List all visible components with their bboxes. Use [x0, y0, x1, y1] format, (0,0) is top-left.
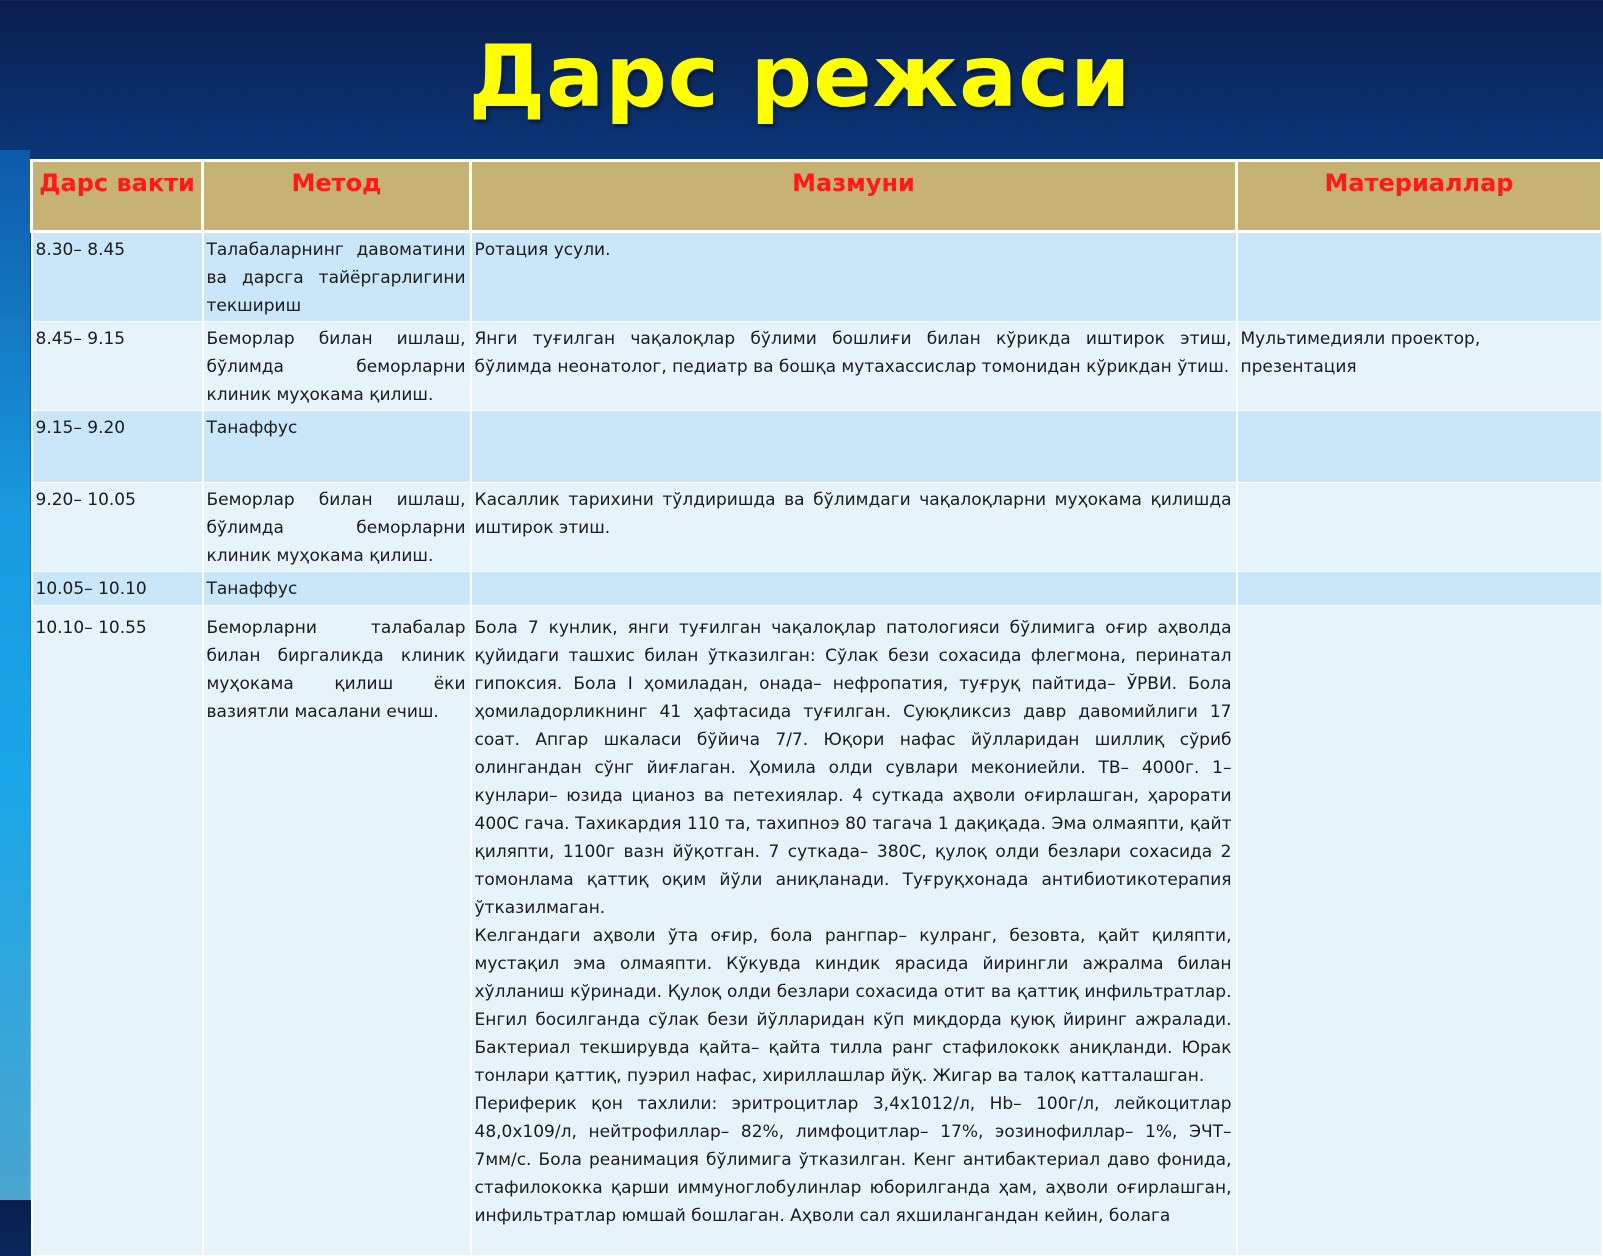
cell-content: Касаллик тарихини тўлдиришда ва бўлимдаги чақалоқларни муҳокама қилишда иштирок этиш. — [471, 483, 1237, 572]
cell-content — [471, 606, 1237, 1256]
cell-method: Беморлар билан ишлаш, бўлимда беморларни клиник муҳокама қилиш. — [203, 483, 471, 572]
table-row — [32, 572, 1602, 606]
cell-method: Танаффус — [203, 572, 471, 606]
cell-materials — [1237, 411, 1602, 483]
header-lesson-time: Дарс вакти — [32, 161, 203, 232]
lesson-plan-table — [30, 159, 1603, 1256]
cell-content: Янги туғилган чақалоқлар бўлими бошлиғи билан кўрикда иштирок этиш, бўлимда неонатолог, педиатр ва бошқа мутахассислар томонидан кўрикдан ўтиш. — [471, 322, 1237, 411]
cell-content — [471, 411, 1237, 483]
header-materials: Материаллар — [1237, 161, 1602, 232]
table-row — [32, 483, 1602, 572]
case-paragraph: Келгандаги аҳволи ўта оғир, бола рангпар– кулранг, безовта, қайт қиляпти, мустақил эма олмаяпти. Кўкувда киндик ярасида йирингли ажралма билан хўлланиш кўринади. Қулоқ олди безлари сохасида отит ва қаттиқ инфильтратлар. Енгил босилганда сўлак бези йўлларидан кўп миқдорда қуюқ йиринг ажралади. Бактериал текширувда қайта– қайта тилла ранг стафилококк аниқланди. Юрак тонлари қаттиқ, пуэрил нафас, хириллашлар йўқ. Жигар ва талоқ катталашган. — [474, 926, 1232, 1086]
cell-method: Талабаларнинг давоматини ва дарсга тайёргарлигини текшириш — [203, 232, 471, 322]
cell-materials — [1237, 606, 1602, 1256]
cell-materials — [1237, 232, 1602, 322]
cell-time: 9.15– 9.20 — [32, 411, 203, 483]
cell-time: 8.30– 8.45 — [32, 232, 203, 322]
header-content: Мазмуни — [471, 161, 1237, 232]
table-row — [32, 322, 1602, 411]
table-row — [32, 606, 1602, 1256]
cell-materials: Мультимедияли проектор, презентация — [1237, 322, 1602, 411]
cell-materials — [1237, 483, 1602, 572]
cell-time: 10.10– 10.55 — [32, 606, 203, 1256]
header-method: Метод — [203, 161, 471, 232]
slide-title: Дарс режаси — [468, 27, 1132, 127]
case-paragraph: Бола 7 кунлик, янги туғилган чақалоқлар патологияси бўлимига оғир аҳволда қуйидаги ташхис билан ўтказилган: Сўлак бези сохасида флегмона, перинатал гипоксия. Бола I ҳомиладан, онада– нефропатия, туғруқ пайтида– ЎРВИ. Бола ҳомиладорликнинг 41 ҳафтасида туғилган. Суюқликсиз давр давомийлиги 17 соат. Апгар шкаласи бўйича 7/7. Юқори нафас йўлларидан шиллиқ сўриб олингандан сўнг йиғлаган. Ҳомила олди сувлари мекониейли. ТВ– 4000г. 1– кунлари– юзида цианоз ва петехиялар. 4 суткада аҳволи оғирлашган, ҳарорати 400С гача. Тахикардия 110 та, тахипноэ 80 тагача 1 дақиқада. Эма олмаяпти, қайт қиляпти, 1100г вазн йўқотган. 7 суткада– 380С, қулоқ олди безлари сохасида 2 томонлама қаттиқ оқим йўли аниқланади. Туғруқхонада антибиотикотерапия ўтказилмаган. — [474, 618, 1232, 918]
table-row — [32, 411, 1602, 483]
cell-method: Беморларни талабалар билан биргаликда клиник муҳокама қилиш ёки вазиятли масалани ечиш. — [203, 606, 471, 1256]
cell-content: Ротация усули. — [471, 232, 1237, 322]
table-header-row — [32, 161, 1602, 232]
cell-method: Беморлар билан ишлаш, бўлимда беморларни клиник муҳокама қилиш. — [203, 322, 471, 411]
case-paragraph: Периферик қон тахлили: эритроцитлар 3,4х1012/л, Hb– 100г/л, лейкоцитлар 48,0х109/л, нейтрофиллар– 82%, лимфоцитлар– 17%, эозинофиллар– 1%, ЭЧТ– 7мм/с. Бола реанимация бўлимига ўтказилган. Кенг антибактериал даво фонида, стафилококка қарши иммуноглобулинлар юборилганда ҳам, аҳволи оғирлашган, инфильтратлар юмшай бошлаган. Аҳволи сал яхшилангандан кейин, болага — [474, 1094, 1232, 1226]
table-row — [32, 232, 1602, 322]
cell-materials — [1237, 572, 1602, 606]
cell-time: 8.45– 9.15 — [32, 322, 203, 411]
cell-content — [471, 572, 1237, 606]
cell-time: 10.05– 10.10 — [32, 572, 203, 606]
left-decorative-stripe — [0, 150, 30, 1200]
cell-time: 9.20– 10.05 — [32, 483, 203, 572]
cell-method: Танаффус — [203, 411, 471, 483]
